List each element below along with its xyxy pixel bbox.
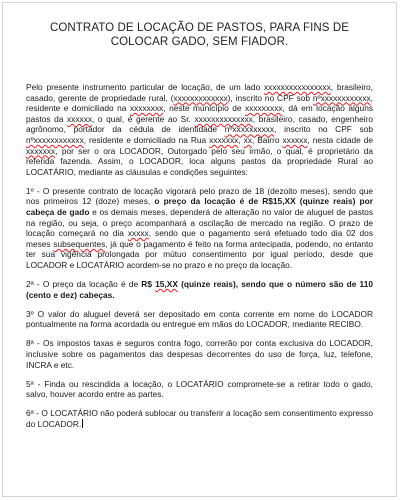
placeholder-city-1: xxxxxxxxx <box>244 103 283 114</box>
clause-6 <box>26 408 373 429</box>
placeholder-date: xxxxx <box>127 228 149 239</box>
title-line-2: COLOCAR GADO, SEM FIADOR. <box>110 36 289 48</box>
intro-text: , dá em locação alguns pastos da <box>26 103 374 124</box>
clause-text: 2ª - O preço da locação é de <box>26 279 142 290</box>
intro-text: , nesta cidade de <box>307 134 373 145</box>
clause-2 <box>26 279 373 300</box>
placeholder-name-parenthetical: xxxxxxxxxxxxx <box>173 92 228 103</box>
clause-8: 8ª - Os impostos taxas e seguros contra fogo, correrão por conta exclusiva do LOCADOR, inclusive sobre os pagamentos das despesas decorrentes do uso de força, luz, telefone, INCRA e etc. <box>26 338 373 370</box>
placeholder-address-2: xxxxxxx <box>209 134 239 145</box>
intro-text: , o qual, é gerente ao Sr. <box>92 113 195 124</box>
clause-1 <box>26 186 373 271</box>
clause-bold-text: (quinze reais), sendo que o número são de 110 (cento e dez) cabeças. <box>26 279 373 300</box>
intro-text: , brasileiro, casado, gerente de propriedade rural, ( <box>26 82 373 103</box>
clause-bold-text: o preço da locação é de R$15,XX (quinze reais) por cabeça de gado <box>26 196 373 218</box>
placeholder-bairro-2: xxxxxx <box>282 134 308 145</box>
clause-text: 1º - O presente contrato de locação vigorará pelo prazo de 18 (dezoito meses), sendo que nos primeiros 12 (doze) meses, <box>26 185 373 207</box>
intro-text: Pelo presente instrumento particular de locação, de um lado <box>26 82 264 92</box>
placeholder-number-2: xx <box>243 134 252 145</box>
clause-text: 6ª - O LOCATÁRIO não poderá sublocar ou transferir a locação sem consentimento expresso do LOCADOR. <box>26 408 373 430</box>
clause-text: e os demais meses, dependerá de alteração no valor de aluguel de pastos na região, ou seja, o preço acompanhará a oscilação de mercado na região. O prazo de locação começará no dia <box>26 207 373 239</box>
placeholder-name-1: xxxxxxxxxxxxxxxx <box>263 82 331 92</box>
placeholder-city-2: xxxxxxx <box>26 145 56 156</box>
document-body[interactable] <box>26 82 373 438</box>
document-title <box>23 21 376 49</box>
intro-text: , residente e domiciliado na Rua <box>83 134 210 145</box>
intro-text: , neste município de <box>163 103 245 114</box>
clause-3: 3º O valor do aluguel deverá ser depositado em conta corrente em nome do LOCADOR pontualmente na forma acordada ou entregue em mãos do LOCADOR, mediante RECIBO. <box>26 308 373 330</box>
intro-text: , inscrito no CPF sob <box>274 124 373 135</box>
intro-text: , brasileiro, casado, engenheiro agrônomo, portador da cédula de identidade <box>26 113 373 135</box>
clause-text: , sendo que o pagamento será efetuado todo dia 02 dos meses <box>26 228 373 249</box>
placeholder-address-1: xxxxxxxx <box>129 103 164 114</box>
clause-text: , já que o pagamento é feito na forma antecipada, podendo, no entanto ter sua vigência prolongada por mútuo consentimento por igual período, desde que LOCADOR e LOCATÁRIO acordem-se no prazo e no preço da locação. <box>26 238 373 270</box>
intro-text: , residente e domiciliado na <box>26 92 373 114</box>
title-line-1: CONTRATO DE LOCAÇÃO DE PASTOS, PARA FINS DE <box>49 22 350 34</box>
clause-5: 5ª - Finda ou rescindida a locação, o LOCATÁRIO compromete-se a retirar todo o gado, salvo, houver acordo entre as partes. <box>26 378 373 400</box>
intro-text: , por ser o ora LOCADOR, Outorgado pelo seu irmão, o qual, é proprietário da referida fazenda. Assim, o LOCADOR, loca alguns pastos da propriedade Rural ao LOCATÁRIO, mediante as cláusulas e condições seguintes: <box>26 145 373 177</box>
intro-text: , <box>238 134 244 145</box>
intro-text: , Bairro <box>251 134 283 145</box>
intro-text: ), inscrito no CPF sob <box>227 92 313 103</box>
placeholder-rg-2: nºxxxxxxxxxx <box>224 124 275 135</box>
misspelled-word: subsequentes <box>53 238 106 249</box>
placeholder-cpf-2: nºxxxxxxxxxxxx <box>26 134 84 145</box>
placeholder-cpf-1: nºxxxxxxxxxxxx <box>312 92 371 103</box>
placeholder-price: 15,XX <box>155 279 178 290</box>
clause-bold-text: R$ <box>141 279 156 290</box>
intro-paragraph <box>26 82 373 177</box>
placeholder-name-2: xxxxxxxxxxxxxx <box>194 113 253 124</box>
text-cursor <box>82 419 83 428</box>
placeholder-farm: xxxxxx <box>67 113 93 124</box>
